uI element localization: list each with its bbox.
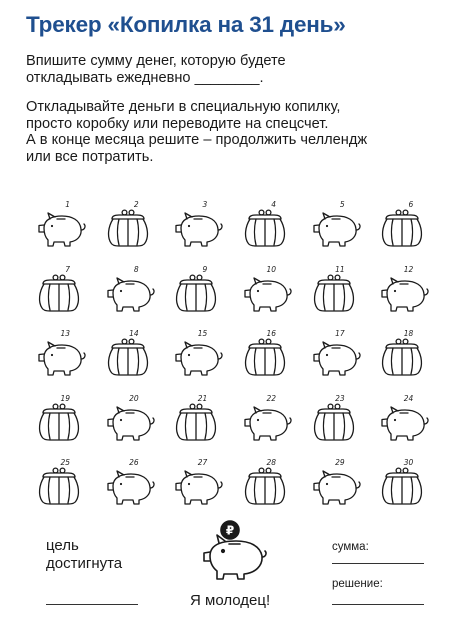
day-cell[interactable] <box>167 265 236 330</box>
purse-icon <box>99 208 157 248</box>
piggy-bank-icon <box>99 466 157 506</box>
amount-instruction-line: откладывать ежедневно ________. <box>26 69 264 86</box>
purse-icon <box>99 337 157 377</box>
day-cell[interactable] <box>236 329 305 394</box>
day-number: 3 <box>202 200 208 209</box>
purse-icon <box>167 273 225 313</box>
praise-text: Я молодец! <box>190 592 271 609</box>
day-number: 11 <box>335 264 345 274</box>
piggy-bank-icon <box>373 402 431 442</box>
goal-reached-label <box>46 537 122 573</box>
decision-input-line[interactable] <box>332 604 424 605</box>
day-cell[interactable] <box>305 265 374 330</box>
day-cell[interactable] <box>99 458 168 523</box>
piggy-bank-icon <box>167 337 225 377</box>
saving-instructions-line: А в конце месяца решите – продолжить челлендж <box>26 132 368 148</box>
piggy-bank-icon <box>305 208 363 248</box>
day-cell[interactable] <box>30 394 99 459</box>
piggy-bank-icon <box>305 466 363 506</box>
day-number: 29 <box>335 458 345 467</box>
purse-icon <box>167 402 225 442</box>
goal-reached-line: цель <box>46 537 79 554</box>
day-cell[interactable] <box>373 329 442 394</box>
day-number: 25 <box>60 458 70 467</box>
page-title: Трекер «Копилка на 31 день» <box>26 12 346 37</box>
day-cell[interactable] <box>30 265 99 330</box>
day-cell[interactable] <box>30 329 99 394</box>
saving-instructions-line: Откладывайте деньги в специальную копилку, <box>26 99 341 115</box>
day-number: 13 <box>60 329 70 338</box>
day-cell[interactable] <box>167 458 236 523</box>
day-number: 2 <box>133 200 139 209</box>
day-cell[interactable] <box>305 329 374 394</box>
piggy-bank-icon <box>236 273 294 313</box>
day-cell[interactable] <box>373 265 442 330</box>
day-number: 4 <box>271 200 276 209</box>
day-number: 27 <box>197 458 208 467</box>
day-number: 12 <box>403 264 414 274</box>
day-number: 30 <box>403 458 414 467</box>
purse-icon <box>30 402 88 442</box>
piggy-bank-icon <box>167 466 225 506</box>
piggy-bank-icon <box>99 273 157 313</box>
day-cell[interactable] <box>99 329 168 394</box>
purse-icon <box>30 273 88 313</box>
day-cell[interactable] <box>236 394 305 459</box>
day-cell[interactable] <box>167 394 236 459</box>
day-number: 18 <box>403 329 414 338</box>
day-number: 1 <box>65 200 70 209</box>
day-number: 22 <box>266 393 276 403</box>
day-cell[interactable] <box>305 394 374 459</box>
day-number: 19 <box>60 393 70 403</box>
piggy-bank-icon <box>30 208 88 248</box>
purse-icon <box>236 466 294 506</box>
day-cell[interactable] <box>373 200 442 265</box>
sum-input-line[interactable] <box>332 563 424 564</box>
day-cell[interactable] <box>30 200 99 265</box>
piggy-bank-icon <box>99 402 157 442</box>
day-number: 10 <box>266 264 276 274</box>
saving-instructions-line: или все потратить. <box>26 148 154 165</box>
day-number: 16 <box>266 329 276 338</box>
day-cell[interactable] <box>305 458 374 523</box>
piggy-bank-icon <box>305 337 363 377</box>
day-cell[interactable] <box>236 458 305 523</box>
day-number: 5 <box>339 200 345 209</box>
day-number: 7 <box>65 264 70 274</box>
piggy-bank-with-coin-icon <box>196 518 272 582</box>
purse-icon <box>305 402 363 442</box>
day-cell[interactable] <box>99 394 168 459</box>
day-cell[interactable] <box>373 458 442 523</box>
piggy-bank-icon <box>167 208 225 248</box>
purse-icon <box>236 208 294 248</box>
day-cell[interactable] <box>236 200 305 265</box>
day-number: 21 <box>197 393 208 403</box>
piggy-bank-icon <box>236 402 294 442</box>
purse-icon <box>373 208 431 248</box>
saving-instructions-line: просто коробку или переводите на спецсчет. <box>26 115 329 132</box>
goal-reached-line: достигнута <box>46 555 123 572</box>
day-number: 20 <box>129 393 139 403</box>
day-cell[interactable] <box>99 200 168 265</box>
amount-instruction <box>26 53 466 86</box>
piggy-bank-icon <box>373 273 431 313</box>
day-number: 9 <box>202 264 208 274</box>
day-number: 28 <box>266 458 276 467</box>
day-number: 8 <box>133 264 139 274</box>
day-number: 24 <box>403 393 414 403</box>
coin-ruble-symbol: ₽ <box>225 523 235 538</box>
sum-label: сумма: <box>332 541 369 553</box>
day-number: 26 <box>129 458 139 467</box>
day-cell[interactable] <box>373 394 442 459</box>
purse-icon <box>305 273 363 313</box>
purse-icon <box>236 337 294 377</box>
amount-instruction-line: Впишите сумму денег, которую будете <box>26 53 286 69</box>
day-number: 6 <box>408 200 414 209</box>
day-cell[interactable] <box>167 200 236 265</box>
piggy-bank-icon <box>30 337 88 377</box>
day-tracker-grid <box>30 200 442 523</box>
day-cell[interactable] <box>167 329 236 394</box>
day-cell[interactable] <box>30 458 99 523</box>
day-cell[interactable] <box>99 265 168 330</box>
purse-icon <box>373 466 431 506</box>
purse-icon <box>373 337 431 377</box>
day-number: 23 <box>335 393 345 403</box>
day-cell[interactable] <box>236 265 305 330</box>
day-number: 15 <box>197 329 208 338</box>
decision-label: решение: <box>332 578 383 590</box>
purse-icon <box>30 466 88 506</box>
day-cell[interactable] <box>305 200 374 265</box>
day-number: 17 <box>335 329 345 338</box>
day-number: 14 <box>129 329 139 338</box>
goal-signature-line[interactable] <box>46 604 138 605</box>
saving-instructions <box>26 99 466 165</box>
